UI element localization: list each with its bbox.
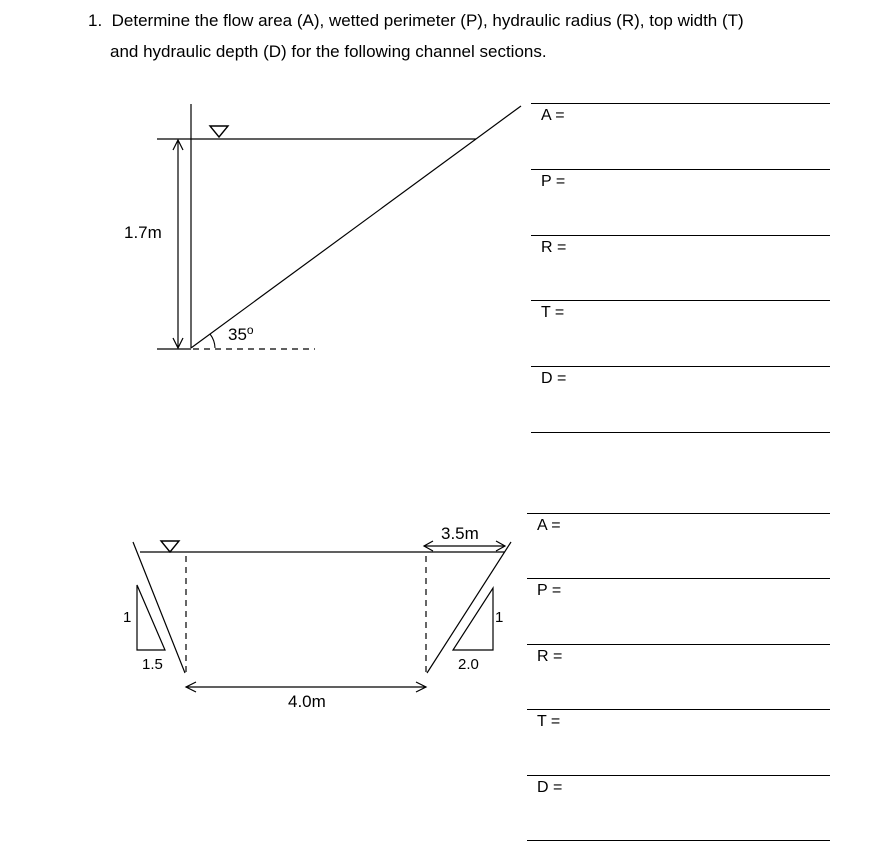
right-slope-triangle bbox=[453, 588, 493, 650]
left-slope-horizontal: 1.5 bbox=[142, 656, 163, 673]
right-bank bbox=[427, 542, 511, 673]
answer-label-topwidth-2: T = bbox=[537, 713, 561, 730]
answer-label-radius-1: R = bbox=[541, 239, 567, 256]
answer-line-2-4 bbox=[527, 775, 830, 776]
answer-line-2-3 bbox=[527, 709, 830, 710]
top-offset-label: 3.5m bbox=[441, 524, 479, 543]
answer-label-radius-2: R = bbox=[537, 648, 563, 665]
answer-label-perimeter-1: P = bbox=[541, 173, 566, 190]
left-slope-triangle bbox=[137, 585, 165, 650]
answer-line-2-0 bbox=[527, 513, 830, 514]
answer-line-1-1 bbox=[531, 169, 830, 170]
bottom-width-label: 4.0m bbox=[288, 692, 326, 711]
question-text-2: and hydraulic depth (D) for the following channel sections. bbox=[110, 42, 547, 61]
right-slope-horizontal: 2.0 bbox=[458, 656, 479, 673]
answer-line-2-1 bbox=[527, 578, 830, 579]
answer-label-area-2: A = bbox=[537, 517, 561, 534]
answer-label-depth-1: D = bbox=[541, 370, 567, 387]
answer-line-2-2 bbox=[527, 644, 830, 645]
answer-line-1-0 bbox=[531, 103, 830, 104]
answer-line-1-5 bbox=[531, 432, 830, 433]
question-text-1: Determine the flow area (A), wetted perimeter (P), hydraulic radius (R), top width (T) bbox=[111, 11, 744, 30]
water-level-icon-2 bbox=[161, 541, 179, 552]
answer-label-perimeter-2: P = bbox=[537, 582, 562, 599]
question-number: 1. bbox=[88, 11, 103, 30]
answer-line-1-4 bbox=[531, 366, 830, 367]
angle-label: 35$^o$ bbox=[228, 323, 254, 344]
depth-label: 1.7m bbox=[124, 223, 162, 242]
answer-label-depth-2: D = bbox=[537, 779, 563, 796]
answer-label-area-1: A = bbox=[541, 107, 565, 124]
answer-line-2-5 bbox=[527, 840, 830, 841]
answer-line-1-2 bbox=[531, 235, 830, 236]
answer-label-topwidth-1: T = bbox=[541, 304, 565, 321]
answer-line-1-3 bbox=[531, 300, 830, 301]
left-bank bbox=[133, 542, 185, 673]
left-slope-vertical: 1 bbox=[123, 609, 132, 626]
right-slope-vertical: 1 bbox=[495, 609, 504, 626]
